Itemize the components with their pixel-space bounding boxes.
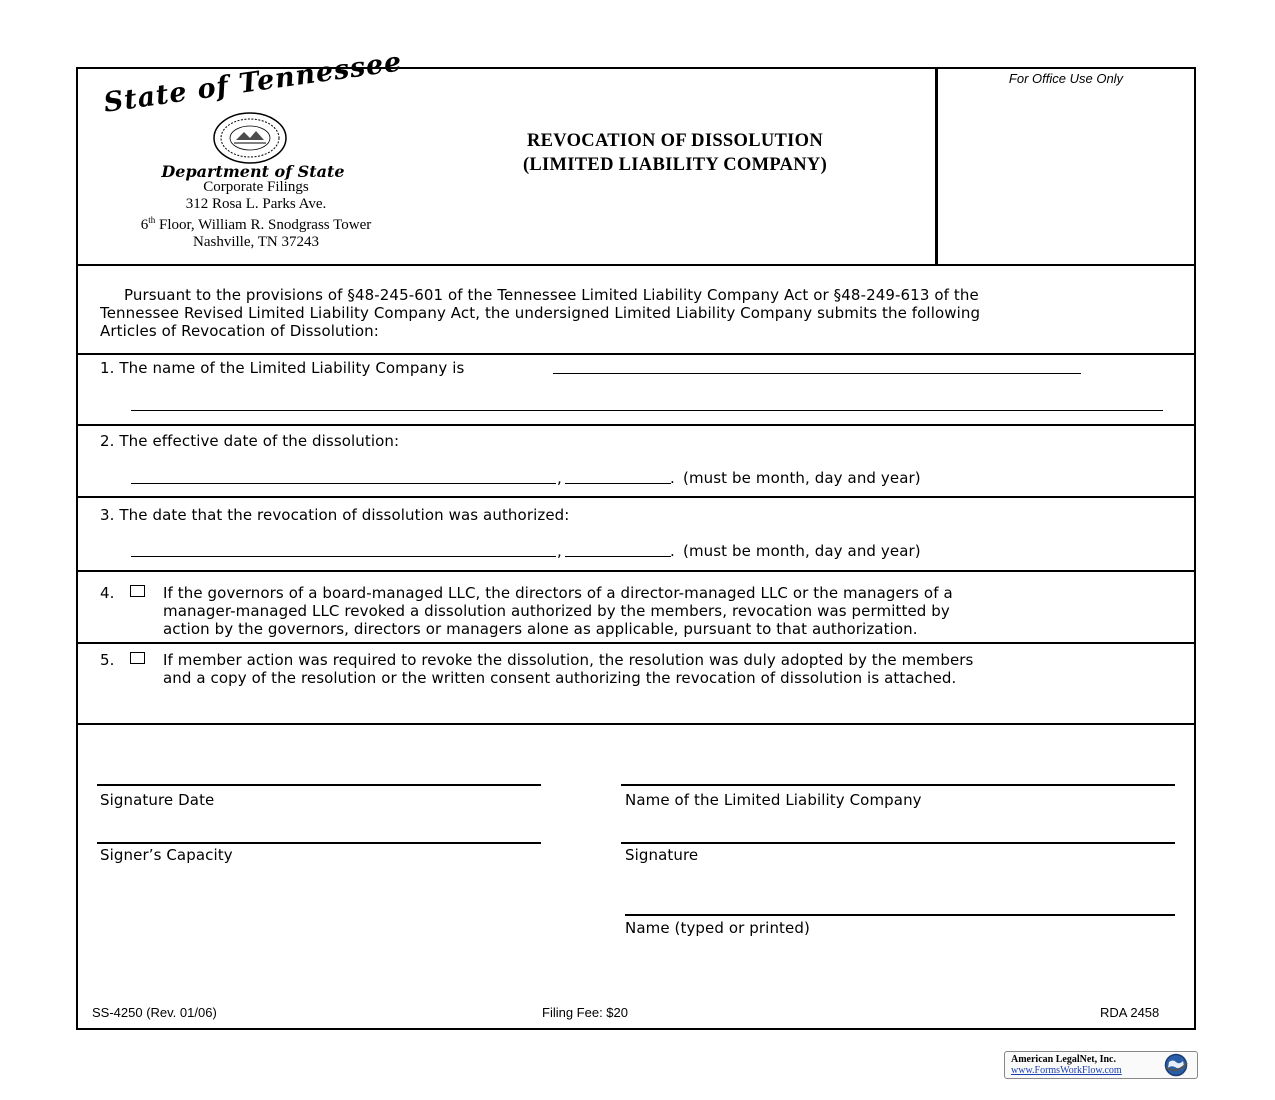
rda-number: RDA 2458 xyxy=(1100,1005,1160,1020)
item4-line-3: action by the governors, directors or managers alone as applicable, pursuant to that authorization. xyxy=(163,620,918,638)
intro-line-1: Pursuant to the provisions of §48-245-601 of the Tennessee Limited Liability Company Act or §48-249-613 of the xyxy=(124,286,979,304)
address-line-2: 312 Rosa L. Parks Ave. xyxy=(185,195,327,212)
item5-checkbox[interactable] xyxy=(130,652,145,664)
item1-label: 1. The name of the Limited Liability Company is xyxy=(100,359,465,377)
item1-divider xyxy=(78,424,1195,426)
printed-name-label: Name (typed or printed) xyxy=(625,919,810,937)
legalnet-url[interactable]: www.FormsWorkFlow.com xyxy=(1011,1065,1122,1076)
signature-line[interactable] xyxy=(621,842,1175,844)
signature-label: Signature xyxy=(625,846,699,864)
signature-date-label: Signature Date xyxy=(100,791,215,809)
item5-line-1: If member action was required to revoke the dissolution, the resolution was duly adopted by the members xyxy=(163,651,974,669)
signer-capacity-line[interactable] xyxy=(97,842,541,844)
intro-divider xyxy=(78,353,1195,355)
item4-divider xyxy=(78,642,1195,644)
signature-date-line[interactable] xyxy=(97,784,541,786)
address-line-3: 6th Floor, William R. Snodgrass Tower xyxy=(140,215,372,233)
legalnet-badge[interactable] xyxy=(1004,1051,1198,1079)
date-period-2: . xyxy=(670,542,675,560)
company-name-field[interactable] xyxy=(553,373,1081,374)
intro-line-3: Articles of Revocation of Dissolution: xyxy=(100,322,379,340)
header-divider xyxy=(78,264,1195,266)
state-seal-icon xyxy=(212,112,288,164)
item4-line-1: If the governors of a board-managed LLC, the directors of a director-managed LLC or the managers of a xyxy=(163,584,953,602)
address-line-1: Corporate Filings xyxy=(203,179,309,195)
signer-capacity-label: Signer’s Capacity xyxy=(100,846,233,864)
filing-fee: Filing Fee: $20 xyxy=(542,1005,628,1020)
intro-line-2: Tennessee Revised Limited Liability Company Act, the undersigned Limited Liability Company submits the following xyxy=(100,304,981,322)
item3-label: 3. The date that the revocation of dissolution was authorized: xyxy=(100,506,570,524)
legalnet-company: American LegalNet, Inc. xyxy=(1011,1054,1116,1065)
item4-number: 4. xyxy=(100,584,115,602)
item2-label: 2. The effective date of the dissolution: xyxy=(100,432,400,450)
item3-divider xyxy=(78,570,1195,572)
item5-text xyxy=(163,651,1193,687)
date-comma: , xyxy=(557,469,562,487)
item5-divider xyxy=(78,723,1195,725)
item2-hint: (must be month, day and year) xyxy=(683,469,921,487)
intro-paragraph xyxy=(100,286,1190,340)
company-name-field-line-2[interactable] xyxy=(131,410,1163,411)
authorized-date-year-field[interactable] xyxy=(565,556,671,557)
item4-checkbox[interactable] xyxy=(130,585,145,597)
form-number: SS-4250 (Rev. 01/06) xyxy=(92,1005,217,1020)
date-comma-2: , xyxy=(557,542,562,560)
item5-number: 5. xyxy=(100,651,115,669)
date-period: . xyxy=(670,469,675,487)
form-title-line-1: REVOCATION OF DISSOLUTION xyxy=(527,131,823,151)
printed-name-line[interactable] xyxy=(625,914,1175,916)
address-line-4: Nashville, TN 37243 xyxy=(193,233,319,250)
form-title xyxy=(440,129,910,177)
item4-text xyxy=(163,584,1193,638)
company-name-signature-label: Name of the Limited Liability Company xyxy=(625,791,922,809)
office-use-label: For Office Use Only xyxy=(1008,71,1124,86)
effective-date-month-day-field[interactable] xyxy=(131,483,556,484)
company-name-signature-line[interactable] xyxy=(621,784,1175,786)
state-title: State of Tennessee xyxy=(101,46,405,119)
department-address xyxy=(86,179,426,250)
item5-line-2: and a copy of the resolution or the written consent authorizing the revocation of dissolution is attached. xyxy=(163,669,957,687)
authorized-date-month-day-field[interactable] xyxy=(131,556,556,557)
item2-divider xyxy=(78,496,1195,498)
effective-date-year-field[interactable] xyxy=(565,483,671,484)
form-title-line-2: (LIMITED LIABILITY COMPANY) xyxy=(522,155,828,175)
item4-line-2: manager-managed LLC revoked a dissolution authorized by the members, revocation was permitted by xyxy=(163,602,950,620)
item3-hint: (must be month, day and year) xyxy=(683,542,921,560)
office-use-divider xyxy=(935,69,938,265)
department-name: Department of State xyxy=(161,162,345,181)
globe-icon xyxy=(1163,1053,1189,1077)
